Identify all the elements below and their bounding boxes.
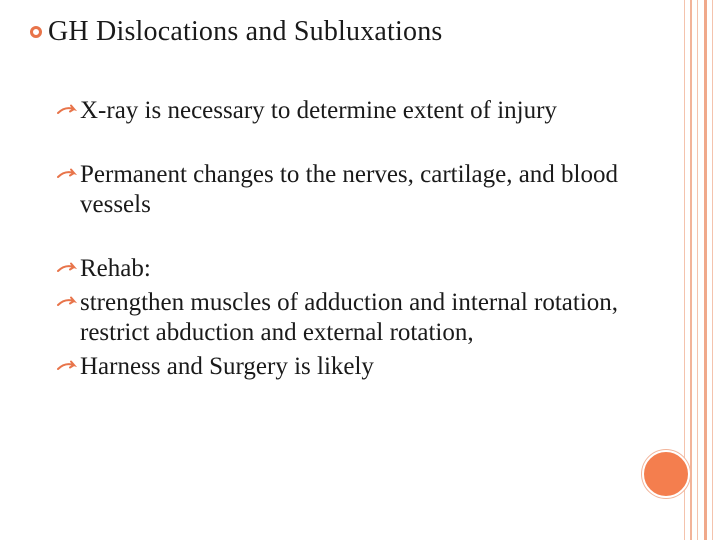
arrow-bullet-icon [56, 360, 78, 374]
ring-bullet-icon [30, 26, 42, 38]
slide-title [30, 16, 443, 48]
arrow-bullet-icon [56, 262, 78, 276]
arrow-bullet-icon [56, 104, 78, 118]
bullet-text: X-ray is necessary to determine extent of injury [80, 97, 557, 124]
frame-line [697, 0, 698, 540]
frame-line [690, 0, 692, 540]
decorative-circle [642, 450, 690, 498]
bullet-list [56, 96, 646, 382]
bullet-item [56, 288, 646, 348]
arrow-bullet-icon [56, 296, 78, 310]
frame-line [712, 0, 713, 540]
bullet-text: Permanent changes to the nerves, cartilage, and blood vessels [80, 161, 619, 218]
slide-title-text: GH Dislocations and Subluxations [48, 16, 443, 47]
frame-line [704, 0, 707, 540]
bullet-text: Harness and Surgery is likely [80, 353, 374, 380]
arrow-bullet-icon [56, 168, 78, 182]
bullet-item [56, 254, 646, 284]
bullet-item [56, 352, 646, 382]
bullet-item [56, 96, 646, 126]
bullet-text: Rehab: [80, 255, 151, 282]
bullet-item [56, 160, 646, 220]
bullet-text: strengthen muscles of adduction and internal rotation, restrict abduction and external rotation, [80, 289, 619, 346]
